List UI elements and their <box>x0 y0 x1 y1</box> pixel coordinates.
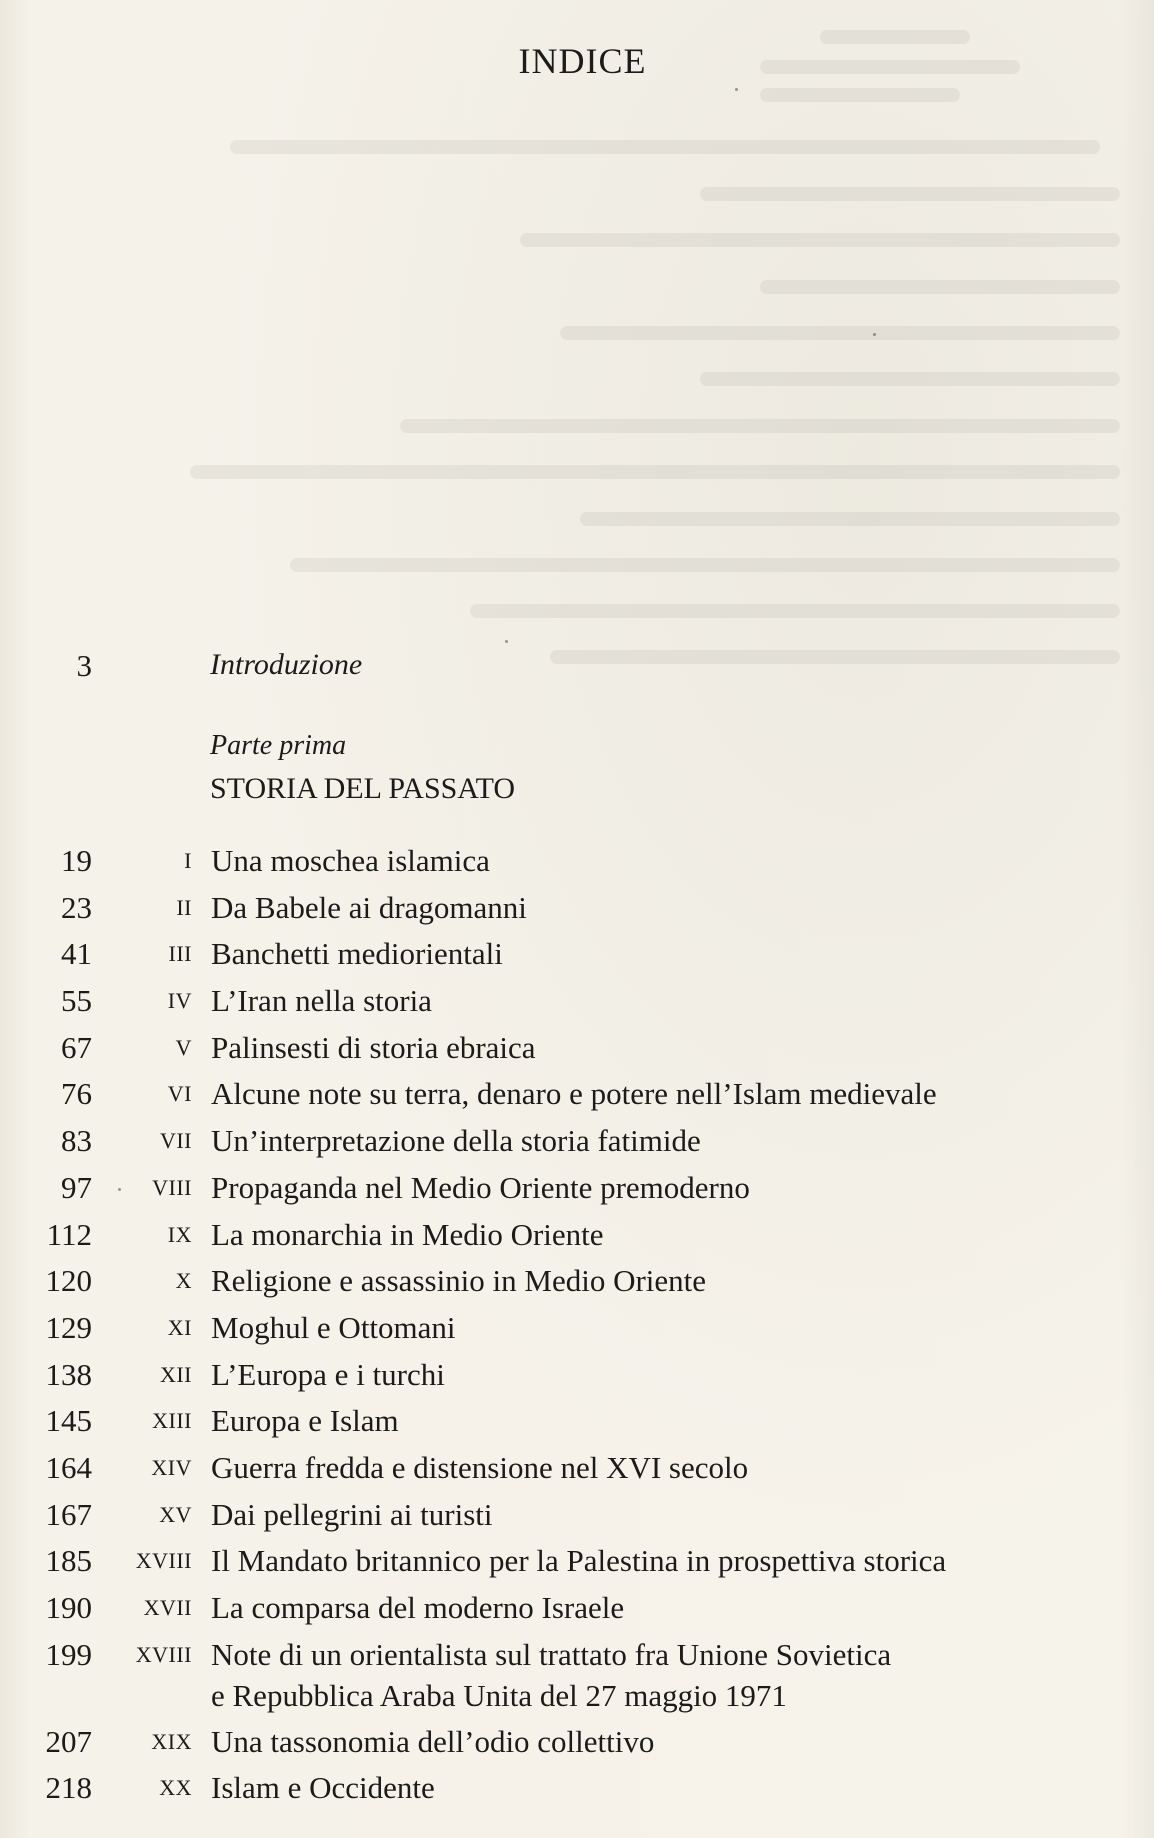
toc-chapter-title: Religione e assassinio in Medio Oriente <box>211 1263 707 1299</box>
toc-chapter-numeral: VIII <box>152 1174 192 1200</box>
toc-chapter-title: Una tassonomia dell’odio collettivo <box>211 1723 655 1759</box>
toc-chapter-numeral: V <box>175 1034 192 1060</box>
toc-page-number: 19 <box>61 843 92 878</box>
toc-chapter-title-line-2: e Repubblica Araba Unita del 27 maggio 1971 <box>211 1677 787 1713</box>
toc-chapter-numeral: XII <box>159 1361 192 1387</box>
toc-chapter-title: L’Europa e i turchi <box>211 1356 445 1392</box>
toc-entry <box>0 978 1154 1025</box>
toc-chapter-numeral: XIII <box>152 1408 192 1434</box>
toc-chapter-title: Guerra fredda e distensione nel XVI secolo <box>211 1449 749 1485</box>
toc-page-number: 129 <box>45 1309 92 1345</box>
toc-chapter-title: Banchetti mediorientali <box>211 936 503 972</box>
toc-chapter-numeral: II <box>176 894 192 920</box>
part-heading <box>210 730 515 806</box>
paper-speck <box>505 640 508 643</box>
toc-page-number: 185 <box>45 1543 92 1579</box>
toc-page-number: 76 <box>61 1076 92 1112</box>
toc-chapter-numeral: XVIII <box>135 1548 192 1574</box>
toc-entry <box>0 1398 1154 1445</box>
toc-entry <box>0 885 1154 932</box>
toc-chapter-title: Una moschea islamica <box>211 843 490 878</box>
toc-page-number: 41 <box>61 936 92 972</box>
toc-page-number: 83 <box>61 1123 92 1159</box>
toc-chapter-numeral: VI <box>167 1081 192 1107</box>
page-title: INDICE <box>518 41 647 81</box>
toc-chapter-title: La comparsa del moderno Israele <box>211 1590 625 1625</box>
toc-entry <box>0 1212 1154 1259</box>
toc-chapter-title: Da Babele ai dragomanni <box>211 889 527 925</box>
toc-chapter-numeral: XI <box>167 1314 192 1340</box>
toc-entry <box>0 838 1154 885</box>
toc-chapter-title: Propaganda nel Medio Oriente premoderno <box>211 1169 750 1205</box>
toc-chapter-numeral: IX <box>167 1221 192 1247</box>
toc-chapter-numeral: XVII <box>143 1595 192 1620</box>
toc-entry <box>0 1352 1154 1399</box>
toc-page-number: 55 <box>61 983 92 1019</box>
intro-entry <box>0 648 1154 692</box>
toc-page-number: 97 <box>61 1169 92 1205</box>
toc-page-number: 23 <box>61 889 92 925</box>
toc-entry <box>0 1118 1154 1165</box>
part-title: STORIA DEL PASSATO <box>210 772 516 805</box>
toc-chapter-numeral: III <box>168 941 192 967</box>
bleed-through-text <box>0 0 1154 700</box>
toc-chapter-numeral: XIX <box>151 1728 192 1754</box>
toc-chapter-title: Dai pellegrini ai turisti <box>211 1496 493 1532</box>
toc-page-number: 67 <box>61 1029 92 1065</box>
toc-chapter-title <box>211 1632 1131 1716</box>
toc-chapter-title: Moghul e Ottomani <box>211 1309 456 1345</box>
toc-chapter-title-line-1: Note di un orientalista sul trattato fra Unione Sovietica <box>211 1636 892 1672</box>
toc-entry <box>0 1445 1154 1492</box>
toc-chapter-title: Il Mandato britannico per la Palestina in prospettiva storica <box>211 1543 947 1579</box>
toc-page-number: 145 <box>45 1403 92 1439</box>
toc-entry <box>0 1765 1154 1812</box>
toc-page-number: 138 <box>45 1356 92 1392</box>
toc-entry <box>0 931 1154 978</box>
toc-entry <box>0 1071 1154 1118</box>
toc-entry <box>0 1258 1154 1305</box>
toc-entry <box>0 1719 1154 1766</box>
toc-page-number: 164 <box>45 1449 92 1485</box>
toc-chapter-numeral: XIV <box>151 1454 192 1480</box>
toc-chapter-title: Un’interpretazione della storia fatimide <box>211 1123 701 1159</box>
toc-entry <box>0 1025 1154 1072</box>
intro-title: Introduzione <box>210 648 363 681</box>
toc-page-number: 218 <box>45 1770 92 1806</box>
toc-page-number: 167 <box>45 1496 92 1532</box>
table-of-contents <box>0 838 1154 1812</box>
toc-chapter-numeral: XX <box>159 1775 192 1801</box>
toc-chapter-title: Alcune note su terra, denaro e potere nell’Islam medievale <box>211 1076 937 1112</box>
paper-speck <box>873 333 876 336</box>
toc-entry <box>0 1305 1154 1352</box>
toc-chapter-numeral: XV <box>159 1501 192 1527</box>
toc-entry <box>0 1585 1154 1632</box>
toc-page-number: 207 <box>45 1723 92 1759</box>
toc-chapter-title: L’Iran nella storia <box>211 983 432 1019</box>
intro-page-number: 3 <box>76 648 92 683</box>
toc-page-number: 190 <box>45 1590 92 1625</box>
toc-chapter-numeral: VII <box>159 1128 192 1154</box>
toc-chapter-numeral: X <box>175 1268 192 1294</box>
toc-chapter-numeral: I <box>184 848 192 873</box>
toc-chapter-title: Palinsesti di storia ebraica <box>211 1029 536 1065</box>
toc-entry <box>0 1492 1154 1539</box>
toc-entry <box>0 1538 1154 1585</box>
toc-chapter-title: Europa e Islam <box>211 1403 399 1439</box>
toc-page-number: 120 <box>45 1263 92 1299</box>
toc-page-number: 112 <box>46 1216 92 1252</box>
toc-entry <box>0 1632 1154 1719</box>
part-label: Parte prima <box>210 730 347 761</box>
paper-speck <box>735 88 738 91</box>
toc-chapter-numeral: XVIII <box>135 1641 192 1667</box>
toc-chapter-numeral: IV <box>167 988 192 1014</box>
toc-chapter-title: Islam e Occidente <box>211 1770 435 1806</box>
toc-page-number: 199 <box>45 1636 92 1672</box>
toc-chapter-title: La monarchia in Medio Oriente <box>211 1216 604 1252</box>
paper-speck <box>118 1188 121 1191</box>
toc-entry <box>0 1165 1154 1212</box>
